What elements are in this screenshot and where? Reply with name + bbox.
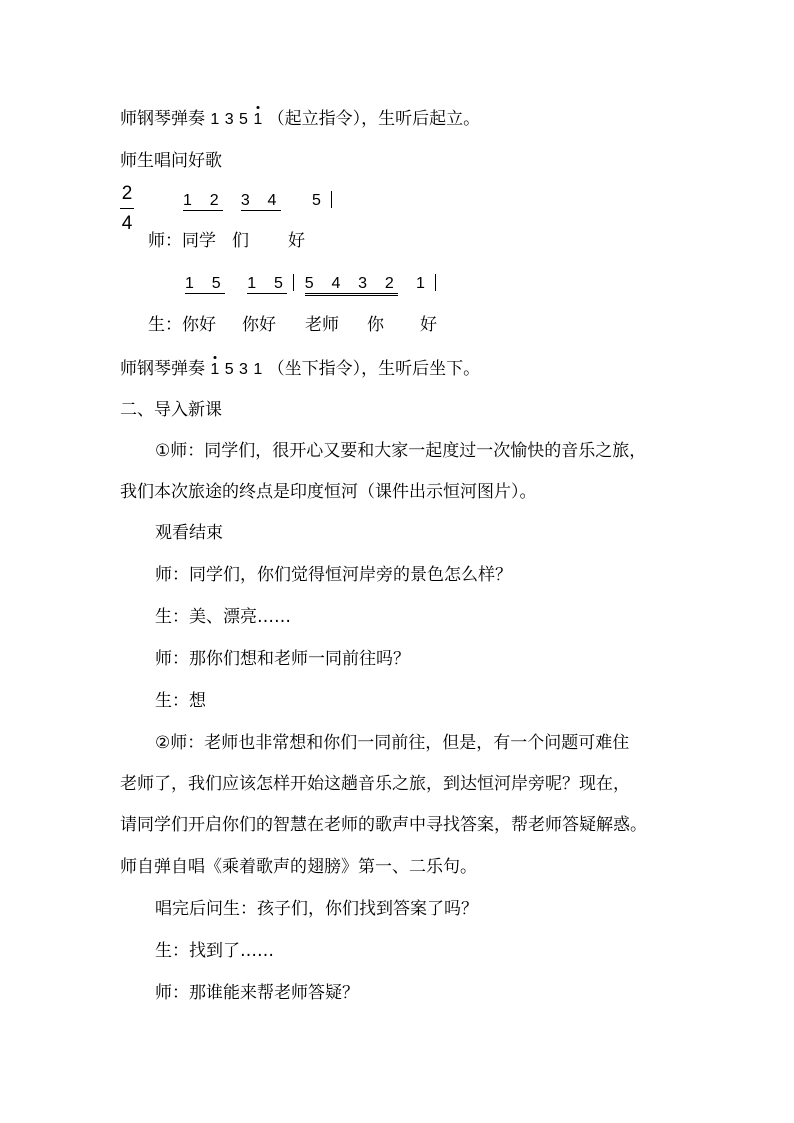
text-line-11: 生：想 xyxy=(155,691,206,711)
note-number: 1 xyxy=(210,111,220,128)
time-signature-bar xyxy=(120,208,134,209)
barline xyxy=(293,274,294,291)
lyric: 们 xyxy=(232,231,249,251)
section-heading: 二、导入新课 xyxy=(120,400,222,420)
note: 5 xyxy=(312,192,321,209)
note-number: 3 xyxy=(224,111,234,128)
note: 2 xyxy=(384,275,394,292)
score-row-1 xyxy=(183,191,338,211)
note: 1 xyxy=(415,275,425,292)
time-signature xyxy=(120,183,134,235)
note: 5 xyxy=(304,275,314,292)
text-line-16: 唱完后问生：孩子们，你们找到答案了吗？ xyxy=(155,899,478,919)
text-segment: （起立指令），生听后起立。 xyxy=(267,109,481,129)
note-number-high: 1 xyxy=(210,359,219,381)
note: 1 xyxy=(185,275,194,292)
note: 2 xyxy=(209,192,219,209)
text-line-9: 生：美、漂亮…… xyxy=(155,607,291,627)
note-number-high: 1 xyxy=(253,109,262,131)
time-signature-bottom: 4 xyxy=(121,213,133,234)
text-segment: 师钢琴弹奏 xyxy=(120,359,205,379)
note: 1 xyxy=(247,275,257,292)
text-line-17: 生：找到了…… xyxy=(155,941,274,961)
lyric: 生：你好 xyxy=(148,315,216,335)
lyric: 好 xyxy=(288,231,305,251)
note-group-double xyxy=(305,275,398,296)
note: 4 xyxy=(331,275,341,292)
note: 3 xyxy=(240,192,250,209)
barline xyxy=(331,191,332,208)
lyric-row-1 xyxy=(148,230,548,252)
lyric: 师：同学 xyxy=(148,231,216,251)
note: 5 xyxy=(273,275,283,292)
text-line-18: 师：那谁能来帮老师答疑？ xyxy=(155,983,359,1003)
text-line-14: 请同学们开启你们的智慧在老师的歌声中寻找答案，帮老师答疑解惑。 xyxy=(120,815,647,835)
text-line-2: 师生唱问好歌 xyxy=(120,151,222,171)
lyric: 老师 xyxy=(305,315,339,335)
lyric: 好 xyxy=(420,315,437,335)
note: 3 xyxy=(358,275,368,292)
note-number: 1 xyxy=(253,361,263,378)
note-group xyxy=(247,275,287,294)
note-number: 5 xyxy=(224,361,234,378)
note-number: 5 xyxy=(239,111,248,128)
note: 5 xyxy=(211,275,221,292)
time-signature-top: 2 xyxy=(121,183,133,204)
score-row-2 xyxy=(185,274,442,294)
text-line-6: 我们本次旅途的终点是印度恒河（课件出示恒河图片）。 xyxy=(120,482,537,502)
text-line-13: 老师了，我们应该怎样开始这趟音乐之旅，到达恒河岸旁呢？现在， xyxy=(120,774,630,794)
text-line-8: 师：同学们，你们觉得恒河岸旁的景色怎么样？ xyxy=(155,565,512,585)
note-group xyxy=(183,192,223,211)
text-segment: 师钢琴弹奏 xyxy=(120,109,205,129)
text-line-10: 师：那你们想和老师一同前往吗？ xyxy=(155,649,410,669)
note-number: 3 xyxy=(239,361,248,378)
text-line-1 xyxy=(120,108,480,131)
text-line-7: 观看结束 xyxy=(155,523,223,543)
lyric: 你 xyxy=(367,315,384,335)
lyric-row-2 xyxy=(148,314,548,336)
note: 1 xyxy=(183,192,192,209)
lyric: 你好 xyxy=(242,315,276,335)
note-group xyxy=(241,192,281,211)
text-line-3 xyxy=(120,358,480,381)
note: 4 xyxy=(267,192,277,209)
note-group xyxy=(185,275,225,294)
text-segment: （坐下指令），生听后坐下。 xyxy=(267,359,481,379)
text-line-12: ②师：老师也非常想和你们一同前往，但是，有一个问题可难住 xyxy=(155,733,630,753)
barline xyxy=(435,274,436,291)
text-line-15: 师自弹自唱《乘着歌声的翅膀》第一、二乐句。 xyxy=(120,857,477,877)
text-line-5: ①师：同学们，很开心又要和大家一起度过一次愉快的音乐之旅， xyxy=(155,441,647,461)
